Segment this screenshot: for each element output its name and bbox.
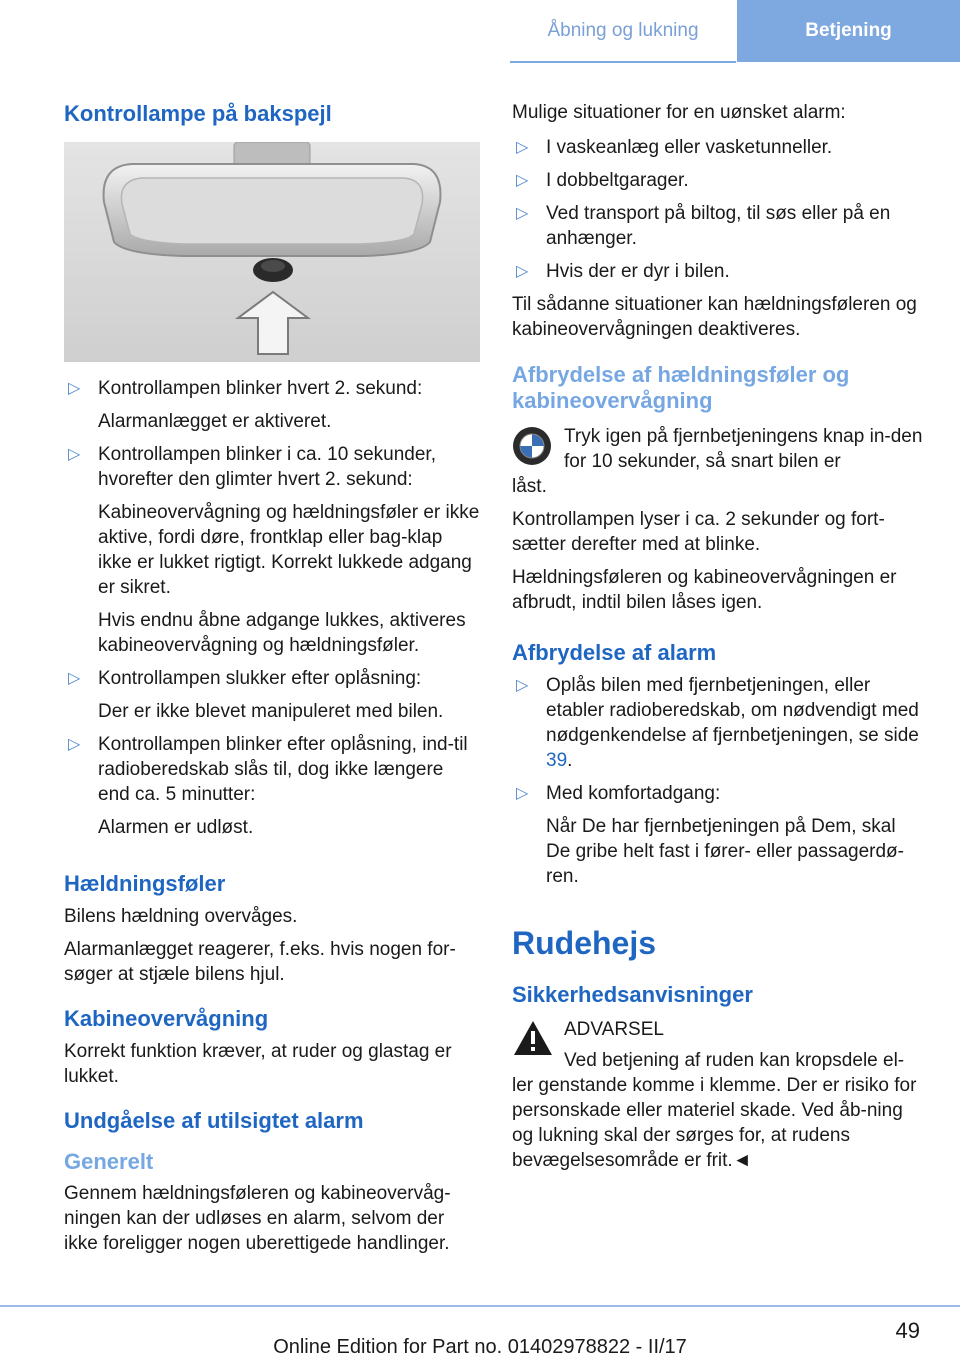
heading-kabineovervagning: Kabineovervågning [64, 1006, 269, 1031]
paragraph: låst. [512, 476, 547, 497]
rearview-mirror-illustration [64, 142, 480, 362]
warning-triangle-icon [512, 1019, 554, 1057]
paragraph: Mulige situationer for en uønsket alarm: [512, 102, 846, 123]
paragraph: Korrekt funktion kræver, at ruder og glastag er lukket. [64, 1041, 452, 1087]
edition-footer: Online Edition for Part no. 01402978822 - II/17 [273, 1336, 687, 1358]
list-item: ▷ I dobbeltgarager. [516, 170, 689, 191]
triangle-right-icon: ▷ [516, 205, 529, 222]
triangle-right-icon: ▷ [516, 785, 529, 802]
paragraph: Kontrollampen lyser i ca. 2 sekunder og fort-sætter derefter med at blinke. [512, 509, 885, 555]
triangle-right-icon: ▷ [68, 736, 81, 753]
list-item: ▷ Ved transport på biltog, til søs eller på en anhænger. [516, 203, 891, 249]
page-reference-link[interactable]: 39 [546, 750, 568, 771]
triangle-right-icon: ▷ [516, 172, 529, 189]
header-chapter-tab: Betjening [737, 0, 960, 62]
heading-afbrydelse-alarm: Afbrydelse af alarm [512, 640, 717, 665]
heading-generelt: Generelt [64, 1149, 154, 1174]
triangle-right-icon: ▷ [516, 263, 529, 280]
left-column [64, 100, 480, 1264]
paragraph: Ved betjening af ruden kan kropsdele el- [564, 1050, 905, 1071]
paragraph: Hældningsføleren og kabineovervågningen er afbrudt, indtil bilen låses igen. [512, 567, 897, 613]
heading-rudehejs: Rudehejs [512, 925, 657, 961]
alarm-bullet-list [512, 673, 924, 889]
warning-title: ADVARSEL [564, 1019, 664, 1040]
list-item: ▷ I vaskeanlæg eller vasketunneller. [516, 137, 833, 158]
bmw-instruction [512, 424, 924, 499]
list-item: ▷ Kontrollampen blinker i ca. 10 sekunder, hvorefter den glimter hvert 2. sekund: Kabineovervågning og hældningsføler er ikke aktive, fordi døre, frontklap eller bag-klap ikke er lukket rigtigt. Korrekt lukkede adgang er sikret. Hvis endnu åbne adgange lukkes, aktiveres kabineovervågning og hældningsføler. [68, 444, 480, 656]
triangle-right-icon: ▷ [68, 670, 81, 687]
heading-haeldningsfoler: Hældningsføler [64, 871, 226, 896]
triangle-right-icon: ▷ [516, 139, 529, 156]
footer-rule [0, 1305, 960, 1307]
heading-afbrydelse-haeld: Afbrydelse af hældningsføler og kabineovervågning [512, 362, 850, 413]
heading-undgaelse: Undgåelse af utilsigtet alarm [64, 1108, 364, 1133]
heading-kontrollampe: Kontrollampe på bakspejl [64, 101, 332, 126]
paragraph: Gennem hældningsføleren og kabineovervåg-ningen kan der udløses en alarm, selvom der ikke foreligger nogen uberettigede handlinger. [64, 1183, 451, 1254]
list-item: ▷ Kontrollampen blinker efter oplåsning, ind-til radioberedskab slås til, dog ikke længere end ca. 5 minutter: Alarmen er udløst. [68, 734, 468, 838]
paragraph: Bilens hældning overvåges. [64, 906, 298, 927]
header-section-title: Åbning og lukning [547, 20, 699, 41]
paragraph: Tryk igen på fjernbetjeningens knap in-den for 10 sekunder, så snart bilen er [564, 426, 923, 472]
paragraph: ler genstande komme i klemme. Der er risiko for personskade eller materiel skade. Ved åb-ning og lukning skal der sørges for, at rudens bevægelsesområde er frit.◄ [512, 1075, 917, 1171]
list-item: ▷ Kontrollampen slukker efter oplåsning: Der er ikke blevet manipuleret med bilen. [68, 668, 444, 722]
list-item: ▷ Hvis der er dyr i bilen. [516, 261, 730, 282]
kontrol-bullet-list [64, 376, 480, 840]
list-item: ▷ Oplås bilen med fjernbetjeningen, eller etabler radioberedskab, om nødvendigt med nødgenkendelse af fjernbetjeningen, se side 39. [516, 675, 919, 771]
triangle-right-icon: ▷ [68, 446, 81, 463]
header-underline [510, 61, 736, 63]
list-item: ▷ Med komfortadgang: Når De har fjernbetjeningen på Dem, skal De gribe helt fast i fører- eller passagerdø-ren. [516, 783, 904, 887]
situation-bullet-list [512, 135, 924, 284]
page-number: 49 [895, 1318, 920, 1343]
warning-block [512, 1017, 924, 1173]
triangle-right-icon: ▷ [68, 380, 81, 397]
right-column [512, 100, 924, 1181]
triangle-right-icon: ▷ [516, 677, 529, 694]
paragraph: Alarmanlægget reagerer, f.eks. hvis nogen for-søger at stjæle bilens hjul. [64, 939, 456, 985]
heading-sikkerhedsanvisninger: Sikkerhedsanvisninger [512, 982, 753, 1007]
bmw-logo-icon [512, 426, 552, 466]
list-item: ▷ Kontrollampen blinker hvert 2. sekund: Alarmanlægget er aktiveret. [68, 378, 423, 432]
paragraph: Til sådanne situationer kan hældningsføleren og kabineovervågningen deaktiveres. [512, 294, 917, 340]
